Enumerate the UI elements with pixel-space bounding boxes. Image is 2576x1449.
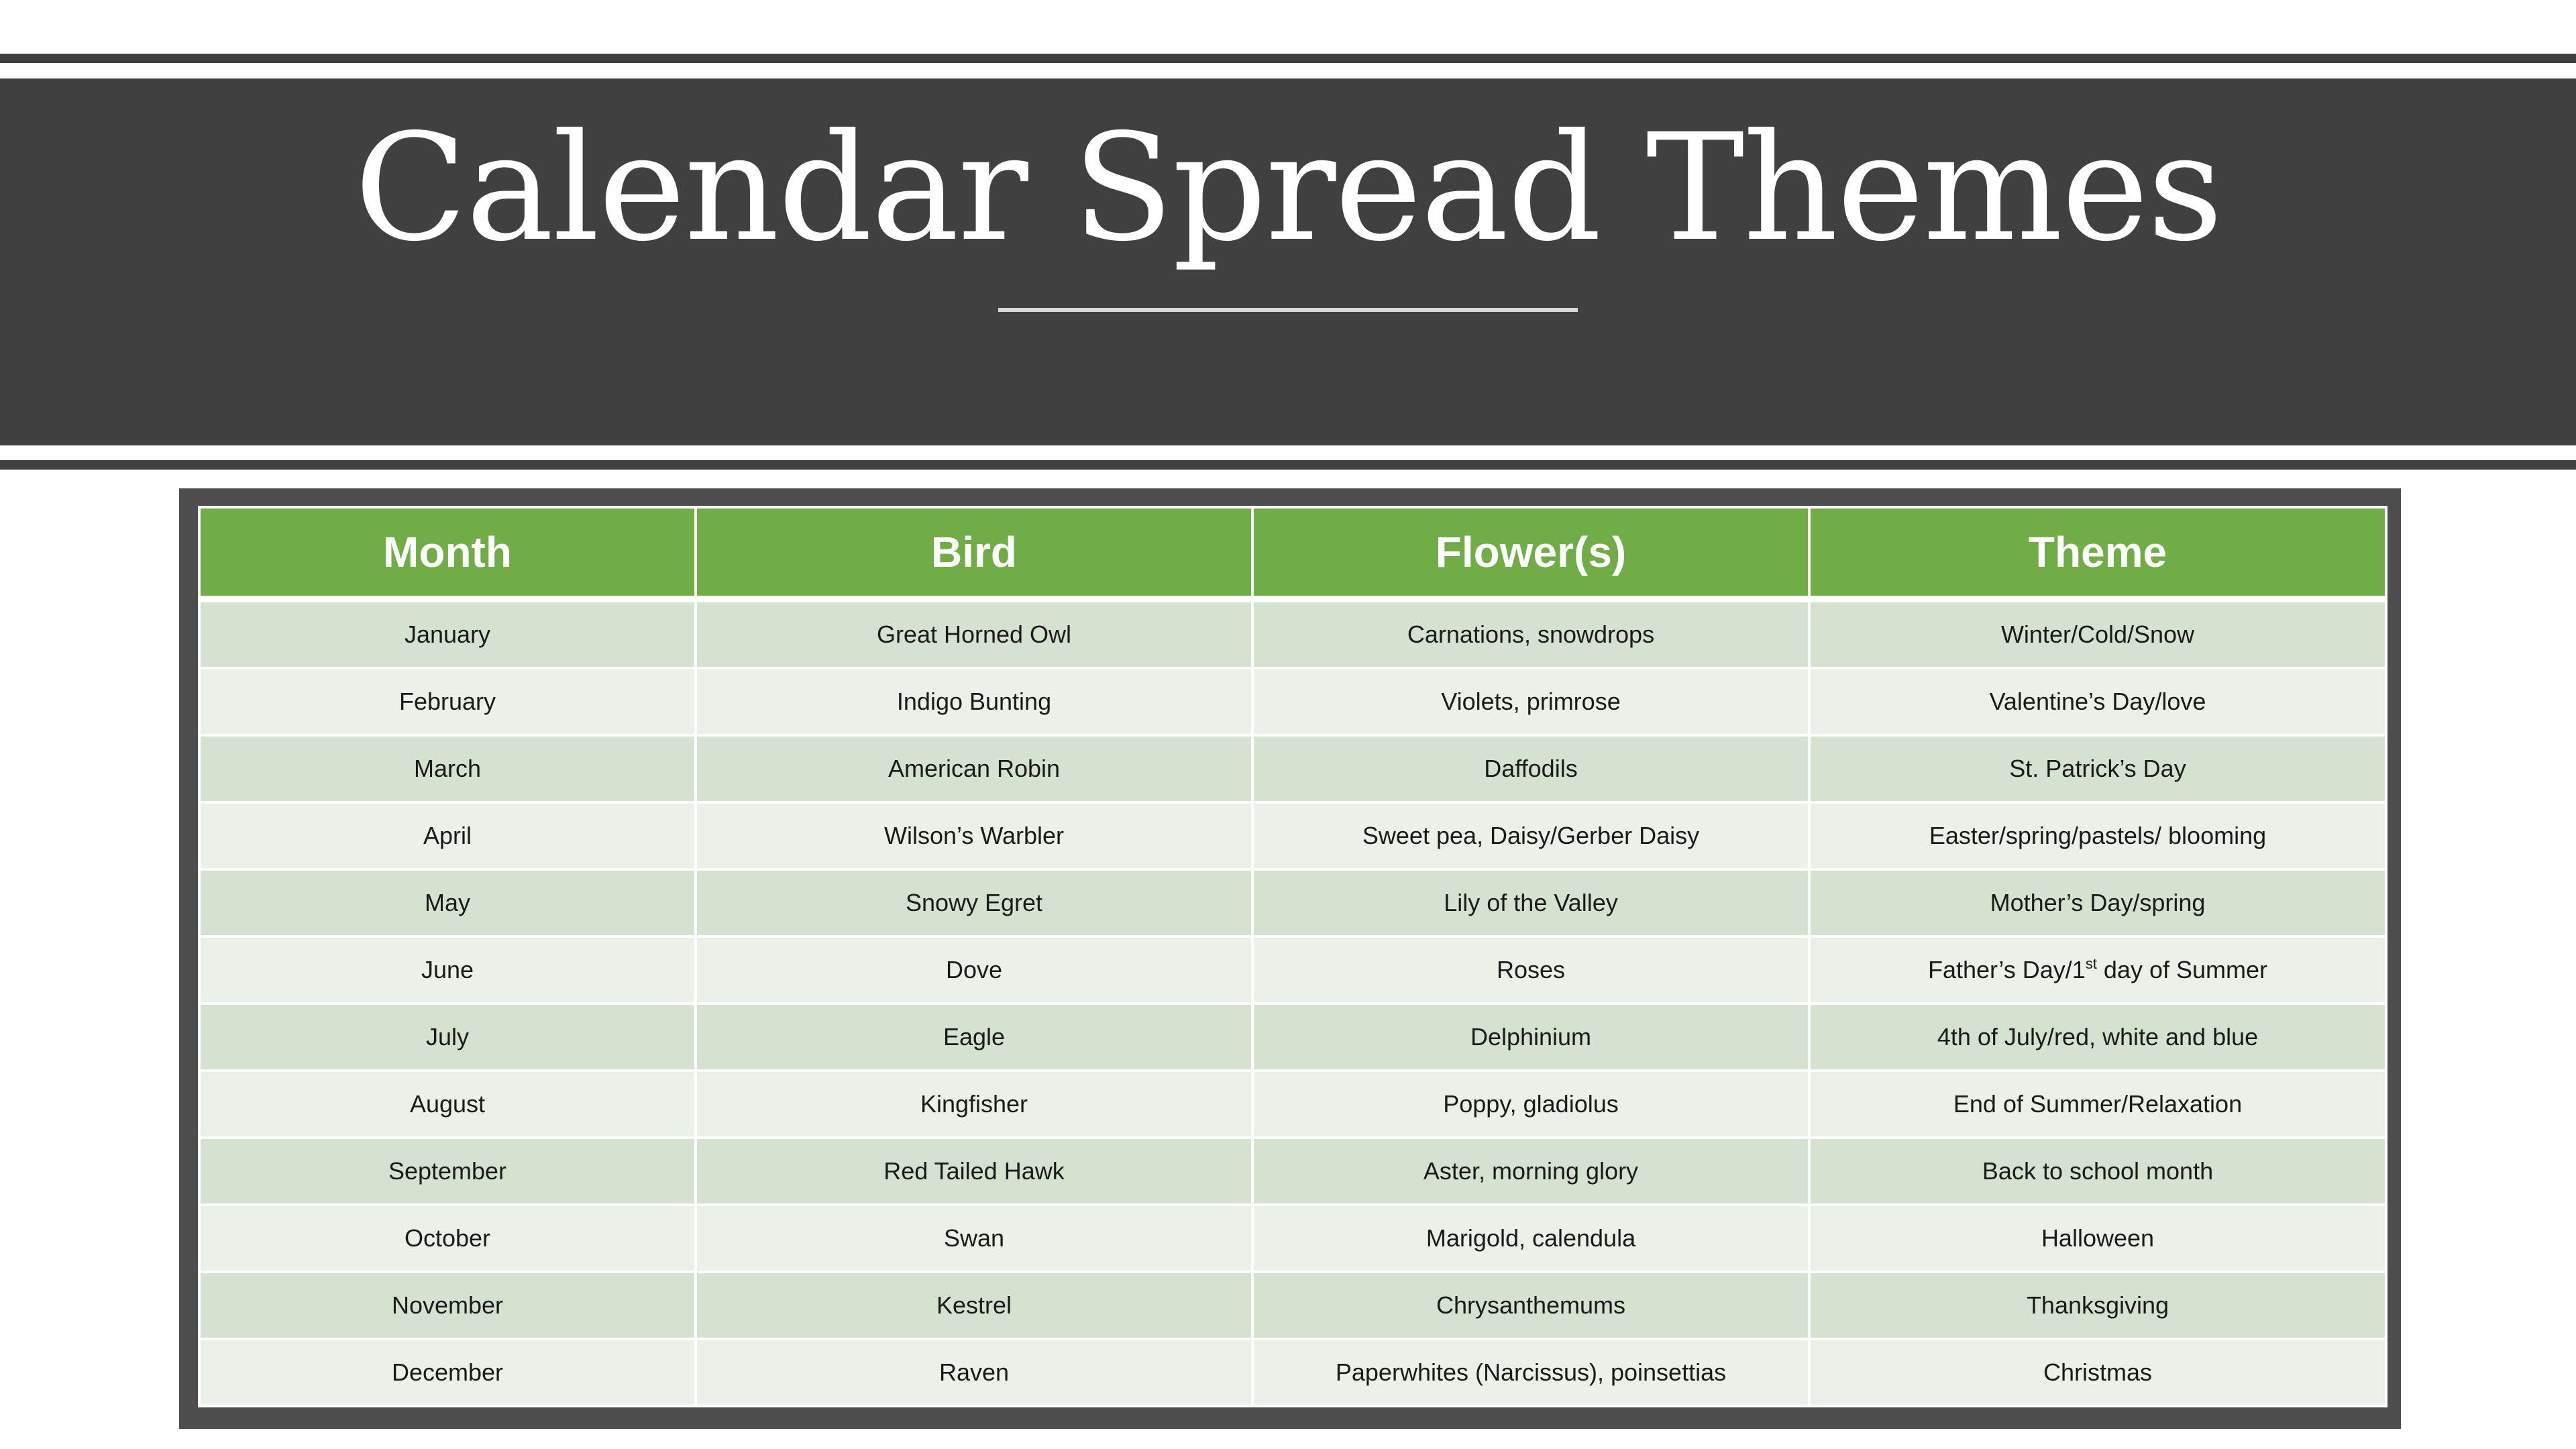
cell-month: July [199, 1004, 696, 1071]
cell-flowers: Marigold, calendula [1252, 1205, 1809, 1272]
cell-theme: Back to school month [1809, 1138, 2386, 1205]
cell-month: January [199, 599, 696, 668]
cell-theme: Easter/spring/pastels/ blooming [1809, 802, 2386, 869]
header-month: Month [199, 507, 696, 599]
cell-bird: Kingfisher [696, 1071, 1252, 1138]
cell-flowers: Daffodils [1252, 735, 1809, 802]
cell-bird: American Robin [696, 735, 1252, 802]
cell-bird: Snowy Egret [696, 869, 1252, 936]
cell-month: October [199, 1205, 696, 1272]
table-row [199, 735, 2386, 802]
table-row [199, 599, 2386, 668]
table-row [199, 1071, 2386, 1138]
cell-theme: 4th of July/red, white and blue [1809, 1004, 2386, 1071]
cell-theme: Thanksgiving [1809, 1272, 2386, 1339]
cell-flowers: Sweet pea, Daisy/Gerber Daisy [1252, 802, 1809, 869]
cell-month: March [199, 735, 696, 802]
cell-theme: End of Summer/Relaxation [1809, 1071, 2386, 1138]
cell-bird: Indigo Bunting [696, 668, 1252, 735]
header-flowers: Flower(s) [1252, 507, 1809, 599]
table-row [199, 1004, 2386, 1071]
top-rule [0, 54, 2576, 63]
cell-bird: Eagle [696, 1004, 1252, 1071]
header-theme: Theme [1809, 507, 2386, 599]
table-row [199, 802, 2386, 869]
cell-theme: Mother’s Day/spring [1809, 869, 2386, 936]
cell-theme-after: day of Summer [2096, 956, 2267, 983]
cell-flowers: Carnations, snowdrops [1252, 599, 1809, 668]
cell-flowers: Paperwhites (Narcissus), poinsettias [1252, 1339, 1809, 1406]
ordinal-suffix: st [2085, 955, 2097, 972]
table-row [199, 1272, 2386, 1339]
slide-title: Calendar Spread Themes [354, 102, 2222, 274]
cell-flowers: Lily of the Valley [1252, 869, 1809, 936]
cell-bird: Kestrel [696, 1272, 1252, 1339]
cell-month: February [199, 668, 696, 735]
cell-month: September [199, 1138, 696, 1205]
cell-month: May [199, 869, 696, 936]
cell-theme: Valentine’s Day/love [1809, 668, 2386, 735]
cell-month: December [199, 1339, 696, 1406]
title-underline [998, 308, 1578, 312]
header-row [199, 507, 2386, 599]
table-row [199, 869, 2386, 936]
cell-theme [1809, 936, 2386, 1004]
cell-month: November [199, 1272, 696, 1339]
table-row [199, 936, 2386, 1004]
table-row [199, 1205, 2386, 1272]
cell-theme: Winter/Cold/Snow [1809, 599, 2386, 668]
cell-bird: Great Horned Owl [696, 599, 1252, 668]
cell-theme: Christmas [1809, 1339, 2386, 1406]
cell-bird: Raven [696, 1339, 1252, 1406]
cell-flowers: Delphinium [1252, 1004, 1809, 1071]
table-row [199, 1339, 2386, 1406]
cell-bird: Swan [696, 1205, 1252, 1272]
cell-theme: Halloween [1809, 1205, 2386, 1272]
cell-flowers: Roses [1252, 936, 1809, 1004]
bottom-rule [0, 460, 2576, 470]
cell-bird: Wilson’s Warbler [696, 802, 1252, 869]
cell-flowers: Violets, primrose [1252, 668, 1809, 735]
table-row [199, 1138, 2386, 1205]
cell-flowers: Poppy, gladiolus [1252, 1071, 1809, 1138]
cell-theme: St. Patrick’s Day [1809, 735, 2386, 802]
cell-flowers: Aster, morning glory [1252, 1138, 1809, 1205]
cell-bird: Dove [696, 936, 1252, 1004]
calendar-themes-table [198, 506, 2387, 1407]
table-row [199, 668, 2386, 735]
cell-month: August [199, 1071, 696, 1138]
header-bird: Bird [696, 507, 1252, 599]
cell-theme-before: Father’s Day/1 [1928, 956, 2086, 983]
cell-flowers: Chrysanthemums [1252, 1272, 1809, 1339]
cell-month: June [199, 936, 696, 1004]
cell-bird: Red Tailed Hawk [696, 1138, 1252, 1205]
cell-month: April [199, 802, 696, 869]
